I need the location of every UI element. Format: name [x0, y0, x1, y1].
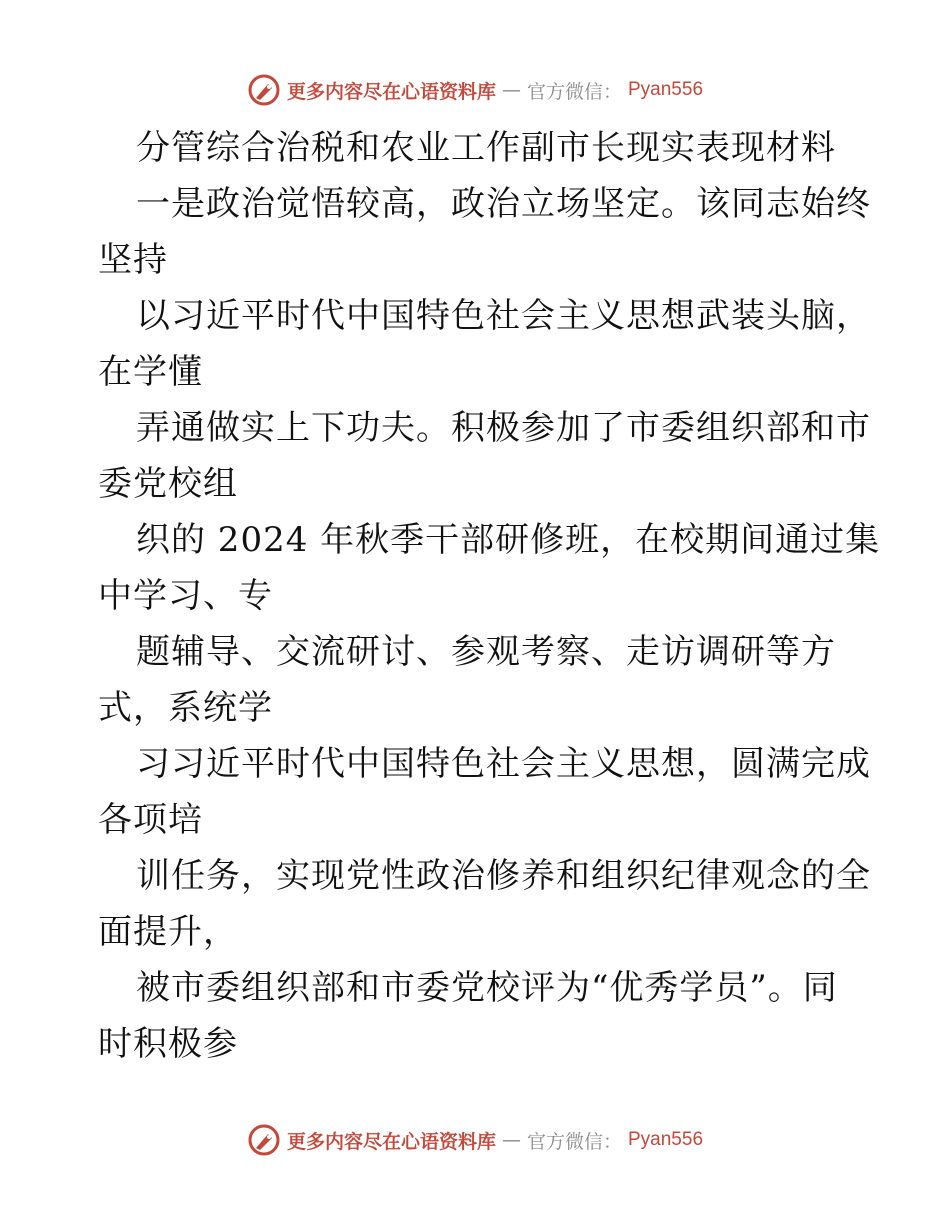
paragraph-line: 在学懂 [98, 352, 203, 392]
wechat-id: Pyan556 [628, 79, 704, 100]
paragraph-line: 委党校组 [98, 464, 238, 504]
wechat-label: 官方微信： [526, 1130, 622, 1153]
paragraph-line: 训任务，实现党性政治修养和组织纪律观念的全 [136, 856, 871, 896]
pen-nib-logo-icon [247, 1123, 281, 1157]
paragraph-line: 中学习、专 [98, 576, 273, 616]
brand-text: 更多内容尽在心语资料库 [286, 1130, 496, 1153]
wechat-id: Pyan556 [628, 1129, 704, 1150]
paragraph-line: 习习近平时代中国特色社会主义思想，圆满完成 [136, 744, 871, 784]
paragraph-line: 被市委组织部和市委党校评为“优秀学员”。同 [136, 968, 838, 1008]
brand-text: 更多内容尽在心语资料库 [286, 80, 496, 103]
paragraph-line: 面提升， [98, 912, 238, 952]
paragraph-line: 式，系统学 [98, 688, 273, 728]
wechat-label: 官方微信： [526, 80, 622, 103]
paragraph-line: 题辅导、交流研讨、参观考察、走访调研等方 [136, 632, 836, 672]
paragraph-line: 时积极参 [98, 1024, 238, 1064]
pen-nib-logo-icon [247, 73, 281, 107]
document-title: 分管综合治税和农业工作副市长现实表现材料 [136, 128, 836, 168]
brand-dash: — [501, 1129, 521, 1151]
paragraph-line: 各项培 [98, 800, 203, 840]
paragraph-line: 织的 2024 年秋季干部研修班，在校期间通过集 [136, 520, 881, 560]
paragraph-line: 弄通做实上下功夫。积极参加了市委组织部和市 [136, 408, 871, 448]
header-watermark-banner [0, 70, 950, 110]
paragraph-line: 坚持 [98, 240, 168, 280]
footer-watermark-banner [0, 1120, 950, 1160]
paragraph-line: 以习近平时代中国特色社会主义思想武装头脑， [136, 296, 871, 336]
document-body [98, 120, 881, 1072]
brand-dash: — [501, 79, 521, 101]
paragraph-line: 一是政治觉悟较高，政治立场坚定。该同志始终 [136, 184, 871, 224]
